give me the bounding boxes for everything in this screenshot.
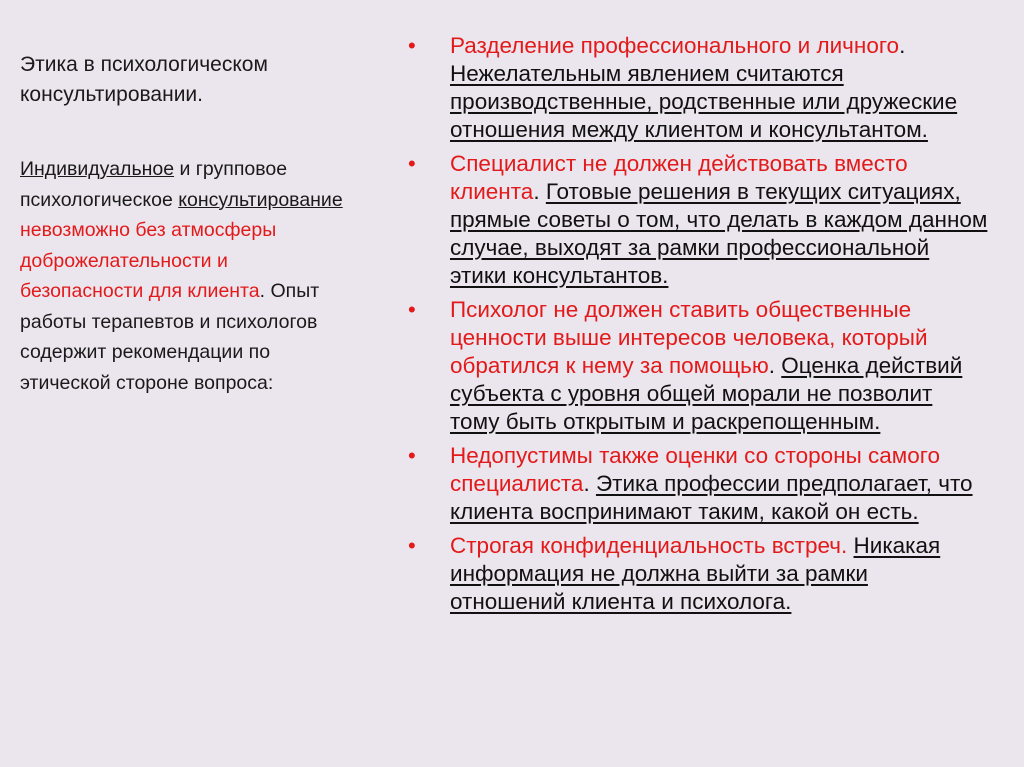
item-dot: . — [583, 471, 590, 496]
item-red-text: Разделение профессионального и личного — [450, 33, 900, 58]
intro-text-3: консультирование — [178, 188, 343, 211]
item-red-text: Психолог не должен ставить общественные ценности выше интересов человека, который обратился к нему за помощью — [450, 297, 928, 378]
bullet-icon: • — [408, 443, 416, 468]
list-item — [408, 296, 988, 436]
bullet-icon: • — [408, 297, 416, 322]
item-red-text: Специалист не должен действовать вместо клиента — [450, 151, 908, 204]
bullet-icon: • — [408, 33, 416, 58]
ethics-list — [408, 32, 988, 622]
list-item — [408, 442, 988, 526]
bullet-icon: • — [408, 151, 416, 176]
intro-text-5: . Опыт работы терапевтов и психологов содержит рекомендации по этической стороне вопроса: — [20, 280, 320, 394]
item-black-text: Готовые решения в текущих ситуациях, прямые советы о том, что делать в каждом данном случае, выходят за рамки профессиональной этики консультантов. — [450, 179, 988, 288]
list-item — [408, 32, 988, 144]
item-black-text: Этика профессии предполагает, что клиента воспринимают таким, какой он есть. — [450, 471, 973, 524]
item-black-text: Нежелательным явлением считаются производственные, родственные или дружеские отношения между клиентом и консультантом. — [450, 61, 958, 142]
item-red-text: Недопустимы также оценки со стороны самого специалиста — [450, 443, 941, 496]
intro-text-2: и групповое психологическое — [20, 158, 288, 211]
item-red-text: Строгая конфиденциальность встреч. — [450, 533, 848, 558]
item-dot: . — [768, 353, 776, 378]
slide-title: Этика в психологическом консультировании. — [20, 53, 268, 106]
intro-text-1: Индивидуальное — [20, 158, 175, 180]
list-item — [408, 532, 988, 616]
list-item — [408, 150, 988, 290]
intro-text-4: невозможно без атмосферы доброжелательности и безопасности для клиента — [20, 219, 277, 302]
bullet-icon: • — [408, 533, 416, 558]
item-dot: . — [899, 33, 906, 58]
item-black-text: Никакая информация не должна выйти за рамки отношений клиента и психолога. — [450, 533, 941, 614]
intro-paragraph — [20, 154, 350, 398]
left-column — [20, 50, 350, 398]
item-dot: . — [533, 179, 540, 204]
item-black-text: Оценка действий субъекта с уровня общей морали не позволит тому быть открытым и раскрепощенным. — [450, 353, 963, 434]
